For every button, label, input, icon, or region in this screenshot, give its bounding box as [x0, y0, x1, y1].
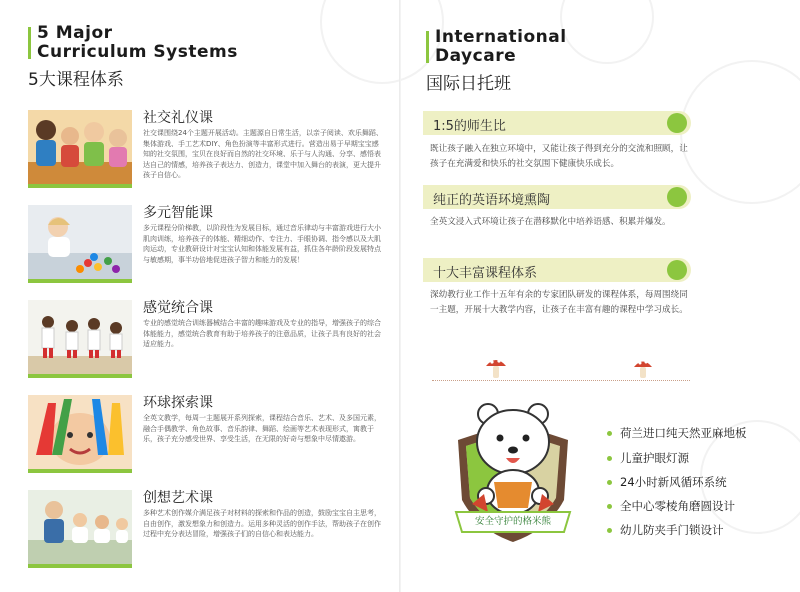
course-photo-painted-hands-face: [28, 395, 132, 473]
bullet-dot-icon: [607, 504, 612, 509]
course-title: 社交礼仪课: [143, 110, 213, 126]
page-fold: [399, 0, 401, 592]
feature-text: 全中心零棱角磨圆设计: [620, 499, 735, 513]
green-dot-icon: [667, 113, 687, 133]
bullet-dot-icon: [607, 431, 612, 436]
bullet-dot-icon: [607, 528, 612, 533]
feature-item: [607, 498, 735, 514]
bullet-dot-icon: [607, 480, 612, 485]
left-heading-en-line2: Curriculum Systems: [37, 42, 238, 62]
mushroom-icon: [632, 356, 654, 380]
section-description: 全英文浸入式环境让孩子在潜移默化中培养语感、积累并爆发。: [430, 217, 671, 227]
course-photo-child-playing: [28, 205, 132, 283]
bear-shield-icon: [448, 400, 578, 550]
badge-label: 安全守护的格米熊: [474, 516, 551, 527]
feature-item: [607, 522, 724, 538]
course-photo-kids-in-gym: [28, 300, 132, 378]
feature-text: 24小时新风循环系统: [620, 475, 727, 489]
safety-bear-badge: [448, 400, 578, 550]
section-title: 十大丰富课程体系: [433, 266, 538, 281]
right-heading-en-line1: International: [435, 27, 567, 47]
course-description: 全英文教学，每周一主题展开系列探索，课程结合音乐、艺术、及多国元素，融合手偶教学、角色故事、音乐韵律、舞蹈、绘画等艺术表现形式，寓教于乐，孩子充分感受世界、享受生活，在无限的好奇与想象中尽情遨游。: [143, 414, 381, 444]
dotted-divider: [432, 380, 690, 381]
right-heading-en-line2: Daycare: [435, 46, 517, 66]
course-description: 多种艺术创作媒介满足孩子对材料的探索和作品的创造，鼓励宝宝自主思考，自由创作，激发想象力和创造力。运用多种灵活的创作手法，帮助孩子在创作过程中充分表达冒险，增强孩子们的自信心和表达能力。: [143, 509, 381, 539]
course-description: 社交课围绕24个主题开展活动。主题源自日常生活，以亲子阅读、欢乐舞蹈、集体游戏、手工艺术DIY、角色扮演等丰富形式进行。营造出易于早期宝宝感知的社交氛围，宝贝在良好而自然的社交环境、乐于与人沟通、分享、感悟表达自己的情感，培养孩子表达力、创造力，课堂中加入舞台的表演，更大提升孩子自信心。: [143, 129, 383, 180]
feature-text: 幼儿防夹手门锁设计: [620, 523, 724, 537]
course-item-social: [28, 110, 384, 188]
background-pattern-circle: [680, 60, 800, 204]
course-description: 专业的感觉统合训练器械结合丰富的趣味游戏及专业的指导，增强孩子的综合体能能力，感觉统合教育有助于培养孩子的注意品质，让孩子具有良好的社会适应能力。: [143, 319, 381, 349]
feature-text: 荷兰进口纯天然亚麻地板: [620, 426, 747, 440]
right-heading-cn: 国际日托班: [426, 74, 511, 94]
course-title: 环球探索课: [143, 395, 213, 411]
feature-text: 儿童护眼灯源: [620, 451, 689, 465]
course-description: 多元课程分阶梯教，以阶段性为发展目标，通过音乐律动与丰富游戏进行大小肌肉训练，培养孩子的体能、精细动作、专注力、手眼协调、指令感以及大肌肉运动，专业教研设计对宝宝认知和体能发展有益，抓住各年龄阶段发展特点与敏感期，事半功倍地促进孩子智力和能力的发展！: [143, 224, 381, 264]
section-header-curriculum: [423, 258, 691, 282]
section-header-teacher-ratio: [423, 111, 691, 135]
feature-item: [607, 474, 727, 490]
bullet-dot-icon: [607, 456, 612, 461]
course-item-multiple-intelligence: [28, 205, 384, 283]
section-description: 深幼教行业工作十五年有余的专家团队研发的课程体系，每周围绕同一主题，开展十大教学内容，让孩子在丰富有趣的课程中学习成长。: [430, 290, 688, 315]
course-photo-art-class: [28, 490, 132, 568]
feature-item: [607, 450, 689, 466]
section-description: 既让孩子融入在独立环境中，又能让孩子得到充分的交流和照顾，让孩子在充满爱和快乐的社交氛围下健康快乐成长。: [430, 144, 688, 169]
green-dot-icon: [667, 260, 687, 280]
background-pattern-circle: [560, 0, 654, 64]
course-item-creative-art: [28, 490, 384, 568]
course-title: 创想艺术课: [143, 490, 213, 506]
mushroom-icon: [484, 354, 508, 380]
left-heading-en-line1: 5 Major: [37, 23, 113, 43]
course-item-sensory-integration: [28, 300, 384, 378]
left-heading: [28, 24, 238, 90]
green-dot-icon: [667, 187, 687, 207]
course-title: 感觉统合课: [143, 300, 213, 316]
heading-accent-bar: [426, 31, 429, 63]
section-header-english-environment: [423, 185, 691, 209]
feature-item: [607, 425, 747, 441]
course-photo-children-group: [28, 110, 132, 188]
heading-accent-bar: [28, 27, 31, 59]
right-heading: [426, 28, 567, 94]
course-item-global-exploration: [28, 395, 384, 473]
left-heading-cn: 5大课程体系: [28, 70, 124, 90]
course-title: 多元智能课: [143, 205, 213, 221]
section-title: 纯正的英语环境熏陶: [433, 193, 551, 208]
section-title: 1:5的师生比: [433, 119, 506, 134]
